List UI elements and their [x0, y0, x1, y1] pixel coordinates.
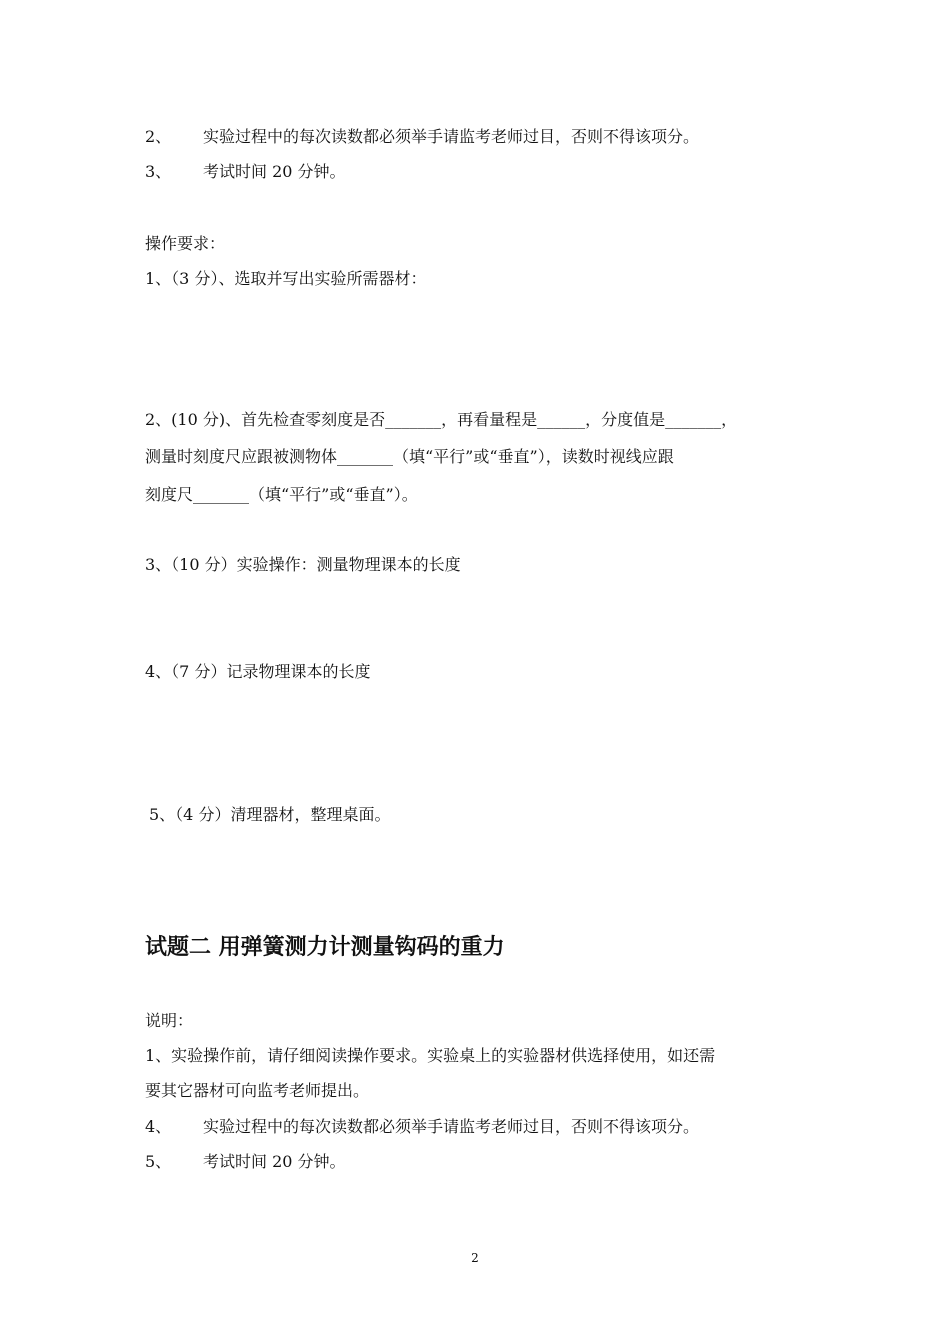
note-text: 实验过程中的每次读数都必须举手请监考老师过目，否则不得该项分。 — [203, 1117, 700, 1136]
requirement-item-3: 3、（10 分）实验操作：测量物理课本的长度 — [145, 555, 461, 574]
explanation-label: 说明： — [145, 1011, 194, 1030]
page-number: 2 — [471, 1251, 479, 1265]
note-number: 3、 — [145, 162, 172, 181]
requirement-item-5: 5、（4 分）清理器材，整理桌面。 — [149, 805, 391, 824]
note-item-2 — [145, 127, 699, 147]
requirement-item-1: 1、（3 分）、选取并写出实验所需器材： — [145, 269, 427, 288]
explanation-item-1-line-1: 1、实验操作前，请仔细阅读操作要求。实验桌上的实验器材供选择使用，如还需 — [145, 1046, 716, 1065]
note-text: 考试时间 20 分钟。 — [203, 162, 346, 181]
section-heading: 试题二 用弹簧测力计测量钩码的重力 — [145, 935, 505, 960]
explanation-item-5 — [145, 1152, 346, 1172]
note-number: 2、 — [145, 127, 172, 146]
note-text: 考试时间 20 分钟。 — [203, 1152, 346, 1171]
requirement-item-2-line-1: 2、(10 分)、首先检查零刻度是否_______，再看量程是______，分度值是_______， — [145, 410, 738, 429]
requirement-item-2-line-2: 测量时刻度尺应跟被测物体_______（填“平行”或“垂直”），读数时视线应跟 — [145, 447, 674, 466]
requirement-item-4: 4、（7 分）记录物理课本的长度 — [145, 662, 371, 681]
requirements-title: 操作要求： — [145, 234, 226, 253]
note-item-3 — [145, 162, 346, 182]
note-text: 实验过程中的每次读数都必须举手请监考老师过目，否则不得该项分。 — [203, 127, 700, 146]
explanation-item-4 — [145, 1117, 699, 1137]
note-number: 5、 — [145, 1152, 172, 1171]
explanation-item-1-line-2: 要其它器材可向监考老师提出。 — [145, 1081, 370, 1100]
requirement-item-2-line-3: 刻度尺_______（填“平行”或“垂直”）。 — [145, 485, 418, 504]
note-number: 4、 — [145, 1117, 172, 1136]
